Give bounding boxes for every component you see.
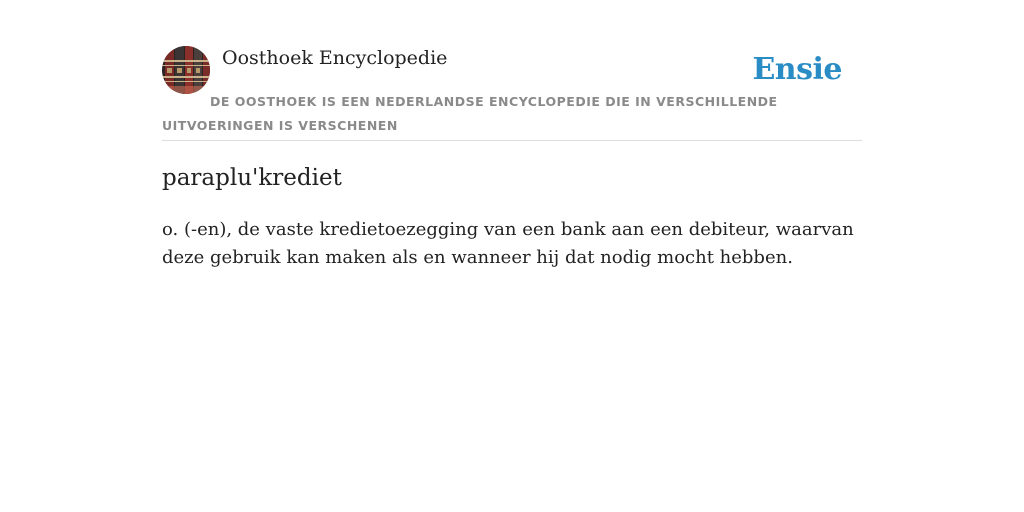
book-spines-icon[interactable] [162,46,210,94]
entry-title: paraplu'krediet [162,165,342,191]
site-header [162,46,862,141]
entry-definition: o. (-en), de vaste kredietoezegging van een bank aan een debiteur, waarvan deze gebruik kan maken als en wanneer hij dat nodig mocht hebben. [162,219,854,268]
site-subtitle: DE OOSTHOEK IS EEN NEDERLANDSE ENCYCLOPEDIE DIE IN VERSCHILLENDE UITVOERINGEN IS VERSCHENEN [162,94,778,133]
brand-logo[interactable]: Ensie [752,52,842,87]
site-title[interactable]: Oosthoek Encyclopedie [222,47,448,69]
